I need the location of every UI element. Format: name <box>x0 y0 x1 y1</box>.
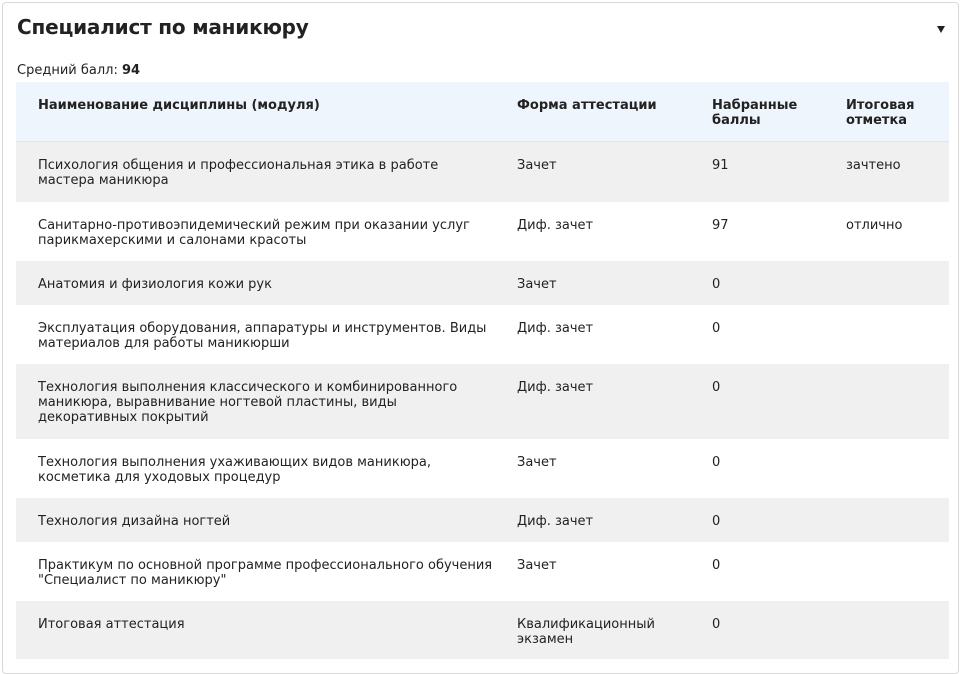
row-discipline: Технология дизайна ногтей <box>38 514 231 529</box>
page-title: Специалист по маникюру <box>17 15 309 39</box>
row-discipline: Технология выполнения классического и комбинированного маникюра, выравнивание ногтевой пластины, виды декоративных покрытий <box>38 380 458 425</box>
row-discipline: Итоговая аттестация <box>38 617 185 632</box>
table-row <box>16 364 949 439</box>
table-row <box>16 202 949 261</box>
row-discipline: Технология выполнения ухаживающих видов маникюра, косметика для уходовых процедур <box>38 455 431 485</box>
header-score: Набранные баллы <box>712 98 798 128</box>
table-row <box>16 261 949 305</box>
row-discipline: Эксплуатация оборудования, аппаратуры и инструментов. Виды материалов для работы маникюрши <box>38 321 487 351</box>
row-score: 0 <box>712 514 721 529</box>
table-row <box>16 142 949 202</box>
header-discipline: Наименование дисциплины (модуля) <box>38 98 320 113</box>
row-mark: зачтено <box>846 158 901 173</box>
header-form: Форма аттестации <box>517 98 657 113</box>
row-form: Диф. зачет <box>517 514 594 529</box>
row-form: Квалификационный экзамен <box>517 617 655 647</box>
row-form: Зачет <box>517 455 557 470</box>
average-value: 94 <box>121 63 141 78</box>
row-discipline: Анатомия и физиология кожи рук <box>38 277 272 292</box>
row-discipline: Практикум по основной программе профессионального обучения "Специалист по маникюру" <box>38 558 493 588</box>
row-form: Диф. зачет <box>517 218 594 233</box>
program-card <box>2 2 959 674</box>
row-form: Зачет <box>517 158 557 173</box>
row-score: 0 <box>712 277 721 292</box>
average-score <box>17 63 140 78</box>
average-label: Средний балл: <box>17 63 118 78</box>
table-row <box>16 305 949 364</box>
row-discipline: Санитарно-противоэпидемический режим при оказании услуг парикмахерскими и салонами красоты <box>38 218 470 248</box>
row-form: Диф. зачет <box>517 321 594 336</box>
table-row <box>16 498 949 542</box>
caret-down-icon[interactable] <box>937 26 945 33</box>
row-discipline: Психология общения и профессиональная этика в работе мастера маникюра <box>38 158 439 188</box>
header-mark: Итоговая отметка <box>846 98 915 128</box>
row-score: 91 <box>712 158 729 173</box>
grades-table <box>16 82 949 659</box>
row-mark: отлично <box>846 218 903 233</box>
row-form: Зачет <box>517 558 557 573</box>
row-score: 0 <box>712 617 721 632</box>
row-score: 97 <box>712 218 729 233</box>
table-row <box>16 439 949 498</box>
row-form: Диф. зачет <box>517 380 594 395</box>
table-header <box>16 82 949 142</box>
table-row <box>16 542 949 601</box>
row-score: 0 <box>712 380 721 395</box>
row-score: 0 <box>712 455 721 470</box>
row-form: Зачет <box>517 277 557 292</box>
row-score: 0 <box>712 558 721 573</box>
row-score: 0 <box>712 321 721 336</box>
table-row <box>16 601 949 659</box>
